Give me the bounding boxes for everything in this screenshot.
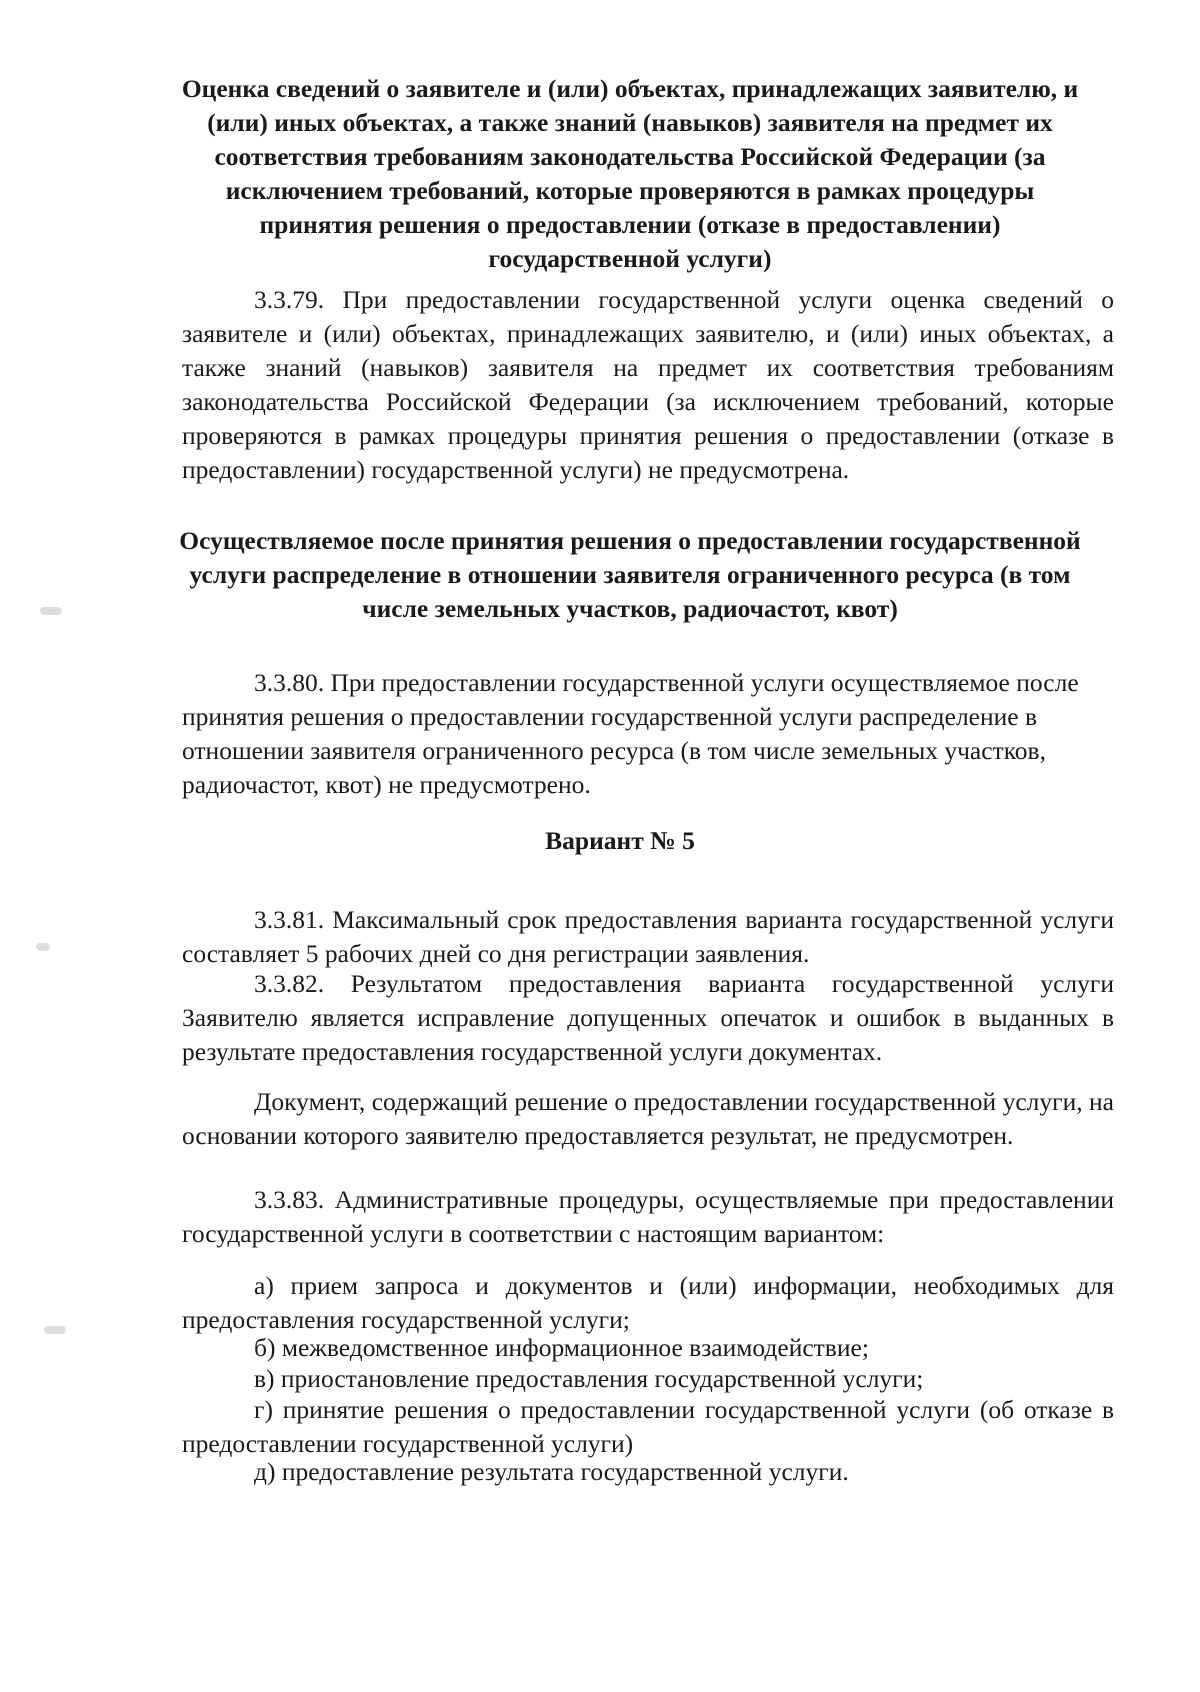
scan-speck: [40, 607, 62, 615]
scan-speck: [36, 943, 50, 951]
variant-title: Вариант № 5: [545, 826, 695, 855]
paragraph-3-3-83: 3.3.83. Административные процедуры, осуществляемые при предоставлении государственной услуги в соответствии с настоящим вариантом:: [182, 1185, 1114, 1248]
list-item-g: г) принятие решения о предоставлении государственной услуги (об отказе в предоставлении государственной услуги): [182, 1395, 1114, 1458]
list-item-a: а) прием запроса и документов и (или) информации, необходимых для предоставления государственной услуги;: [182, 1271, 1114, 1334]
section-heading-resource-distribution: Осуществляемое после принятия решения о предоставлении государственной услуги распределение в отношении заявителя ограниченного ресурса (в том числе земельных участков, радиочастот, квот): [179, 526, 1081, 623]
paragraph-document: Документ, содержащий решение о предоставлении государственной услуги, на основании которого заявителю предоставляется результат, не предусмотрен.: [182, 1087, 1114, 1150]
section-heading-assessment: Оценка сведений о заявителе и (или) объектах, принадлежащих заявителю, и (или) иных объектах, а также знаний (навыков) заявителя на предмет их соответствия требованиям законодательства Российской Федерации (за исключением требований, которые проверяются в рамках процедуры принятия решения о предоставлении (отказе в предоставлении) государственной услуги): [181, 74, 1079, 273]
list-item-d: д) предоставление результата государственной услуги.: [254, 1457, 849, 1486]
paragraph-3-3-79: 3.3.79. При предоставлении государственной услуги оценка сведений о заявителе и (или) объектах, принадлежащих заявителю, и (или) иных объектах, а также знаний (навыков) заявителя на предмет их соответствия требованиям законодательства Российской Федерации (за исключением требований, которые проверяются в рамках процедуры принятия решения о предоставлении (отказе в предоставлении) государственной услуги) не предусмотрена.: [182, 285, 1114, 484]
list-item-b: б) межведомственное информационное взаимодействие;: [254, 1333, 869, 1362]
paragraph-3-3-81: 3.3.81. Максимальный срок предоставления варианта государственной услуги составляет 5 рабочих дней со дня регистрации заявления.: [182, 905, 1114, 968]
list-item-v: в) приостановление предоставления государственной услуги;: [254, 1364, 924, 1393]
paragraph-3-3-80: 3.3.80. При предоставлении государственной услуги осуществляемое после принятия решения о предоставлении государственной услуги распределение в отношении заявителя ограниченного ресурса (в том числе земельных участков, радиочастот, квот) не предусмотрено.: [182, 668, 1079, 799]
scan-speck: [44, 1326, 66, 1334]
paragraph-3-3-82: 3.3.82. Результатом предоставления варианта государственной услуги Заявителю является исправление допущенных опечаток и ошибок в выданных в результате предоставления государственной услуги документах.: [182, 969, 1114, 1066]
